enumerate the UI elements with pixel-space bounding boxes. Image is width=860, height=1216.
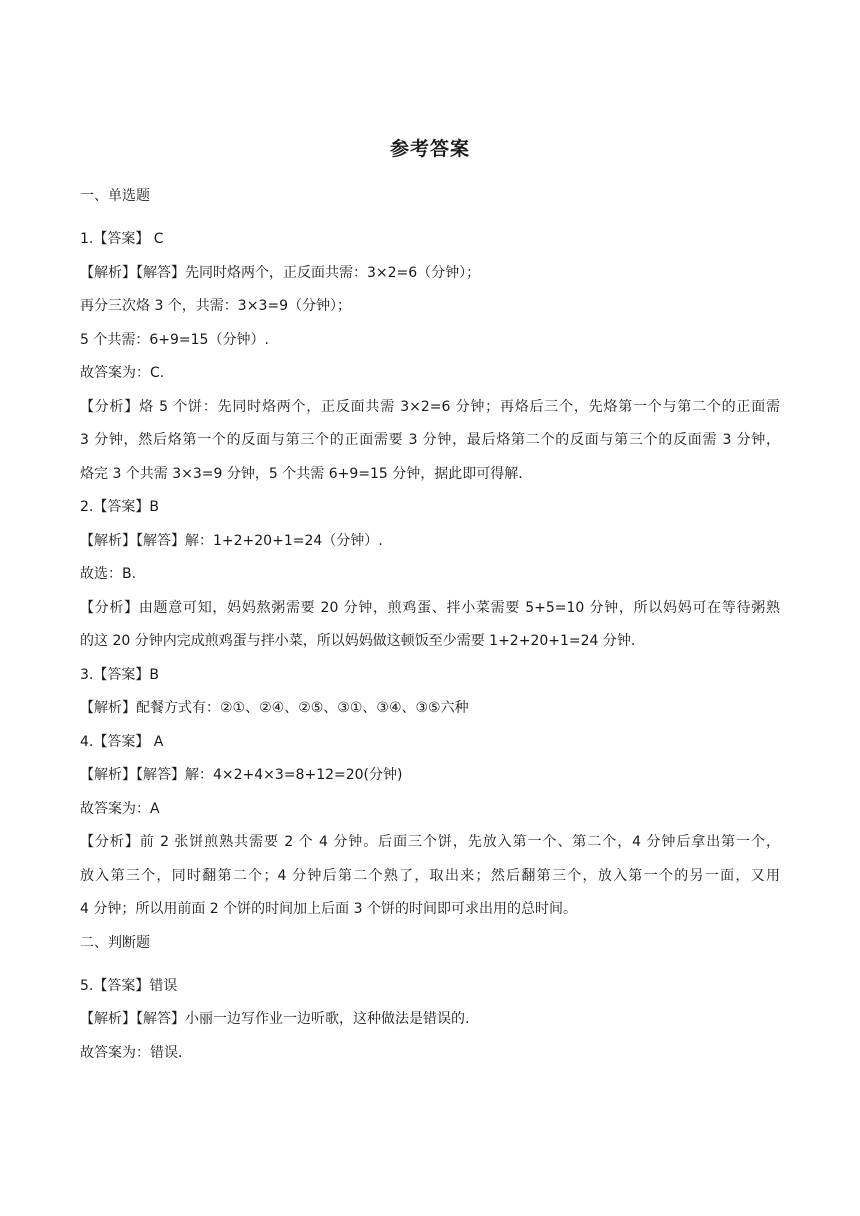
q4-answer: 4.【答案】 A xyxy=(80,733,164,750)
q3-explanation-line: 【解析】配餐方式有：②①、②④、②⑤、③①、③④、③⑤六种 xyxy=(80,700,469,716)
q4-conclusion: 故答案为：A xyxy=(80,800,160,817)
section-heading-true-false: 二、判断题 xyxy=(80,934,150,951)
q1-answer: 1.【答案】 C xyxy=(80,231,164,247)
q2-explanation-line: 【解析】【解答】解：1+2+20+1=24（分钟）. xyxy=(80,532,383,549)
answer-content xyxy=(80,186,780,1076)
q4-explanation-line: 【解析】【解答】解：4×2+4×3=8+12=20(分钟) xyxy=(80,767,403,783)
q3-answer: 3.【答案】B xyxy=(80,666,159,683)
q2-analysis-line: 的这 20 分钟内完成煎鸡蛋与拌小菜，所以妈妈做这顿饭至少需要 1+2+20+1=24 分钟. xyxy=(80,633,636,649)
q5-conclusion: 故答案为：错误. xyxy=(80,1044,183,1061)
q1-explanation-line: 【解析】【解答】先同时烙两个，正反面共需：3×2=6（分钟）； xyxy=(80,264,481,281)
q2-conclusion: 故选：B. xyxy=(80,566,137,582)
q5-answer: 5.【答案】错误 xyxy=(80,977,178,994)
q1-explanation-line: 再分三次烙 3 个，共需：3×3=9（分钟）； xyxy=(80,298,351,314)
q5-explanation-line: 【解析】【解答】小丽一边写作业一边听歌，这种做法是错误的. xyxy=(80,1011,470,1027)
q1-analysis-line: 烙完 3 个共需 3×3=9 分钟，5 个共需 6+9=15 分钟，据此即可得解. xyxy=(80,465,523,482)
q4-analysis-line: 【分析】前 2 张饼煎熟共需要 2 个 4 分钟。后面三个饼，先放入第一个、第二个，4 分钟后拿出第一个， xyxy=(80,834,780,850)
q4-analysis-line: 4 分钟；所以用前面 2 个饼的时间加上后面 3 个饼的时间即可求出用的总时间。 xyxy=(80,901,577,917)
q2-answer: 2.【答案】B xyxy=(80,499,159,515)
q4-analysis-line: 放入第三个，同时翻第二个；4 分钟后第二个熟了，取出来；然后翻第三个，放入第一个的另一面，又用 xyxy=(80,867,780,884)
q1-analysis-line: 3 分钟，然后烙第一个的反面与第三个的正面需要 3 分钟，最后烙第二个的反面与第三个的反面需 3 分钟， xyxy=(80,432,780,448)
q2-analysis-line: 【分析】由题意可知，妈妈熬粥需要 20 分钟，煎鸡蛋、拌小菜需要 5+5=10 分钟，所以妈妈可在等待粥熟 xyxy=(80,599,780,616)
page-title: 参考答案 xyxy=(389,138,470,160)
q1-conclusion: 故答案为：C. xyxy=(80,365,165,381)
q1-explanation-line: 5 个共需：6+9=15（分钟）. xyxy=(80,331,269,348)
q1-analysis-line: 【分析】烙 5 个饼：先同时烙两个，正反面共需 3×2=6 分钟；再烙后三个，先烙第一个与第二个的正面需 xyxy=(80,398,780,415)
section-heading-single-choice: 一、单选题 xyxy=(80,188,150,204)
